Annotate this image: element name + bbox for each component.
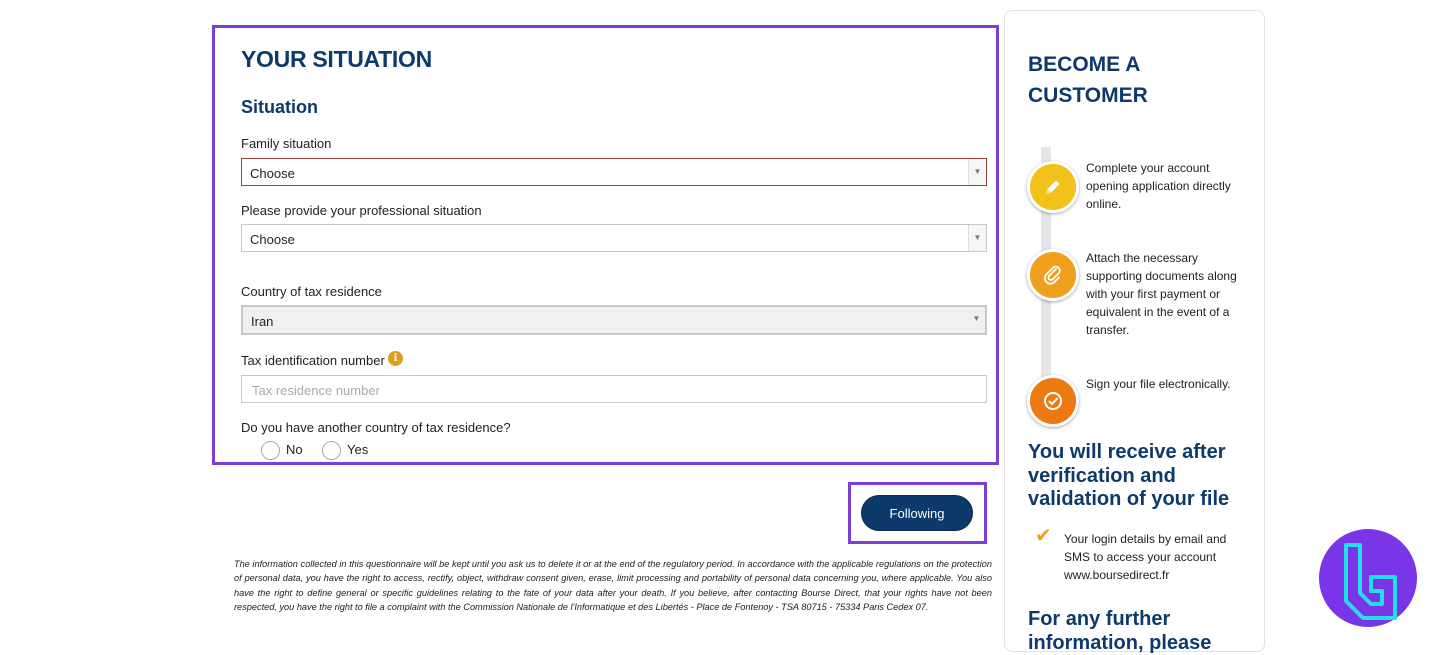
- step-3-text: Sign your file electronically.: [1086, 377, 1231, 391]
- step-1-text: Complete your account opening application directly online.: [1086, 161, 1231, 211]
- radio-no[interactable]: [261, 441, 280, 460]
- family-situation-select[interactable]: [241, 158, 987, 186]
- checkmark-icon: ✔: [1035, 525, 1052, 547]
- country-tax-value: Iran: [251, 314, 274, 329]
- receive-title: You will receive after verification and validation of your file: [1028, 441, 1230, 510]
- following-button[interactable]: Following: [861, 495, 973, 531]
- radio-yes[interactable]: [322, 441, 341, 460]
- tin-input[interactable]: [241, 375, 987, 403]
- following-button-frame: [848, 482, 987, 544]
- situation-form: [212, 25, 999, 465]
- professional-situation-select[interactable]: [241, 224, 987, 252]
- become-customer-sidebar: [1004, 10, 1265, 652]
- professional-situation-value: Choose: [250, 232, 295, 247]
- sidebar-title: BECOME A CUSTOMER: [1028, 53, 1148, 107]
- family-situation-value: Choose: [250, 166, 295, 181]
- section-title: Situation: [241, 97, 318, 117]
- country-tax-label: Country of tax residence: [241, 284, 382, 299]
- family-situation-label: Family situation: [241, 136, 332, 151]
- legal-notice: The information collected in this questionnaire will be kept until you ask us to delete it or at the end of the regulatory period. In accordance with the applicable regulations on the protection of personal data, you have the right to access, rectify, object, withdraw consent given, erase, limit processing and portability of personal data concerning you, where applicable. You also have the right to define general or specific guidelines relating to the fate of your data after your death. If you believe, after contacting Bourse Direct, that your rights have not been respected, you have the right to file a complaint with the Commission Nationale de l'Informatique et des Libertés - Place de Fontenoy - TSA 80715 - 75334 Paris Cedex 07.: [234, 559, 992, 613]
- pencil-icon: [1027, 161, 1079, 213]
- radio-yes-label: Yes: [347, 442, 369, 457]
- radio-no-label: No: [286, 442, 303, 457]
- other-country-label: Do you have another country of tax residence?: [241, 420, 511, 435]
- chevron-down-icon: ▼: [972, 314, 981, 323]
- country-tax-select[interactable]: [241, 305, 987, 335]
- tin-label: Tax identification number: [241, 353, 385, 368]
- brand-logo-icon: [1319, 529, 1417, 627]
- page-title: YOUR SITUATION: [241, 46, 432, 72]
- info-icon[interactable]: i: [388, 351, 403, 366]
- chevron-down-icon: ▼: [968, 159, 986, 185]
- paperclip-icon: [1027, 249, 1079, 301]
- tin-placeholder: Tax residence number: [252, 383, 380, 398]
- chevron-down-icon: ▼: [968, 225, 986, 251]
- step-2-text: Attach the necessary supporting documents along with your first payment or equivalent in the event of a transfer.: [1086, 251, 1237, 337]
- professional-situation-label: Please provide your professional situation: [241, 203, 482, 218]
- further-info-title: For any further information, please: [1028, 608, 1212, 654]
- check-circle-icon: [1027, 375, 1079, 427]
- receive-text: Your login details by email and SMS to access your account www.boursedirect.fr: [1064, 532, 1227, 582]
